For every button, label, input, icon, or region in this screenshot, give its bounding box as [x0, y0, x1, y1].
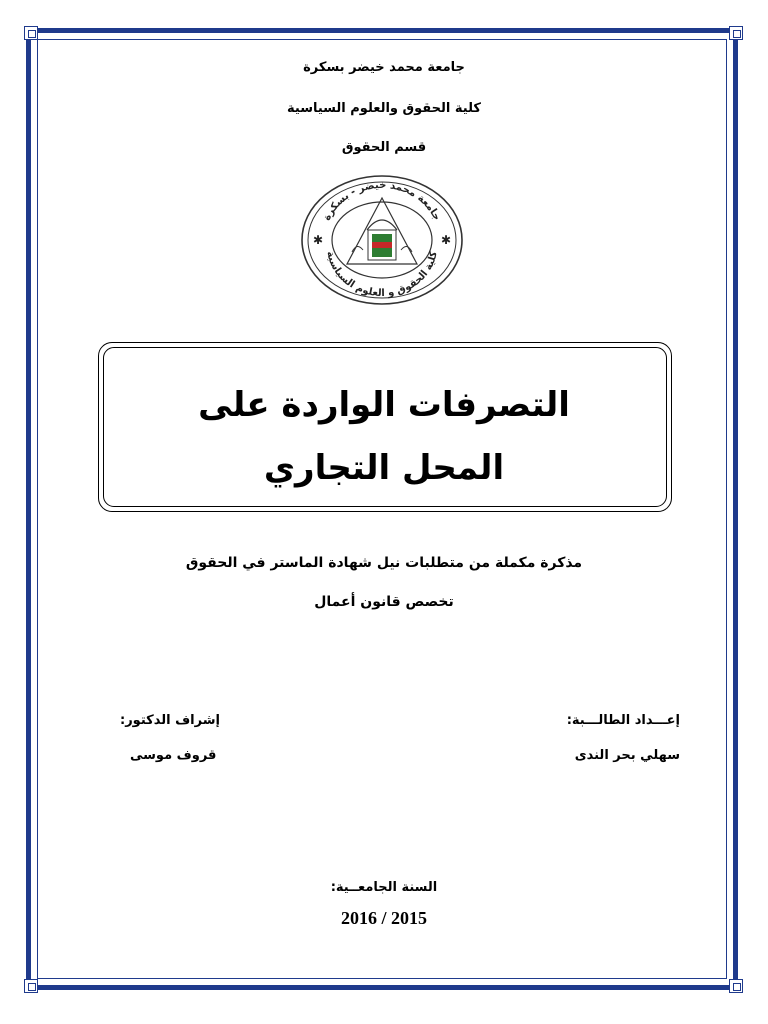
supervisor-label: إشراف الدكتور:	[120, 713, 220, 728]
corner-ornament-top-right	[729, 26, 743, 40]
thesis-purpose: مذكرة مكملة من متطلبات نيل شهادة الماستر في الحقوق	[185, 555, 583, 571]
department-name: قسم الحقوق	[341, 140, 427, 155]
corner-ornament-top-left	[24, 26, 38, 40]
seal-star-left: ✱	[313, 233, 324, 247]
seal-text-bottom: كلية الحقوق و العلوم السياسية	[324, 250, 440, 300]
supervisor-name: قروف موسى	[130, 748, 217, 763]
seal-star-right: ✱	[441, 233, 452, 247]
university-seal-logo	[297, 172, 467, 307]
specialization: تخصص قانون أعمال	[314, 594, 454, 610]
student-label: إعـــداد الطالـــبة:	[566, 713, 680, 728]
corner-ornament-bottom-left	[24, 979, 38, 993]
seal-text-top: جامعة محمد خيضر - بسكرة	[321, 179, 443, 223]
corner-ornament-bottom-right	[729, 979, 743, 993]
academic-year-value: 2016 / 2015	[340, 908, 427, 928]
faculty-name: كلية الحقوق والعلوم السياسية	[287, 101, 481, 116]
student-name: سهلي بحر الندى	[574, 748, 680, 763]
thesis-title-line-2: المحل التجاري	[263, 448, 505, 488]
academic-year-label: السنة الجامعــية:	[330, 880, 438, 895]
thesis-title-line-1: التصرفات الواردة على	[198, 385, 570, 425]
university-name: جامعة محمد خيضر بسكرة	[303, 60, 465, 75]
